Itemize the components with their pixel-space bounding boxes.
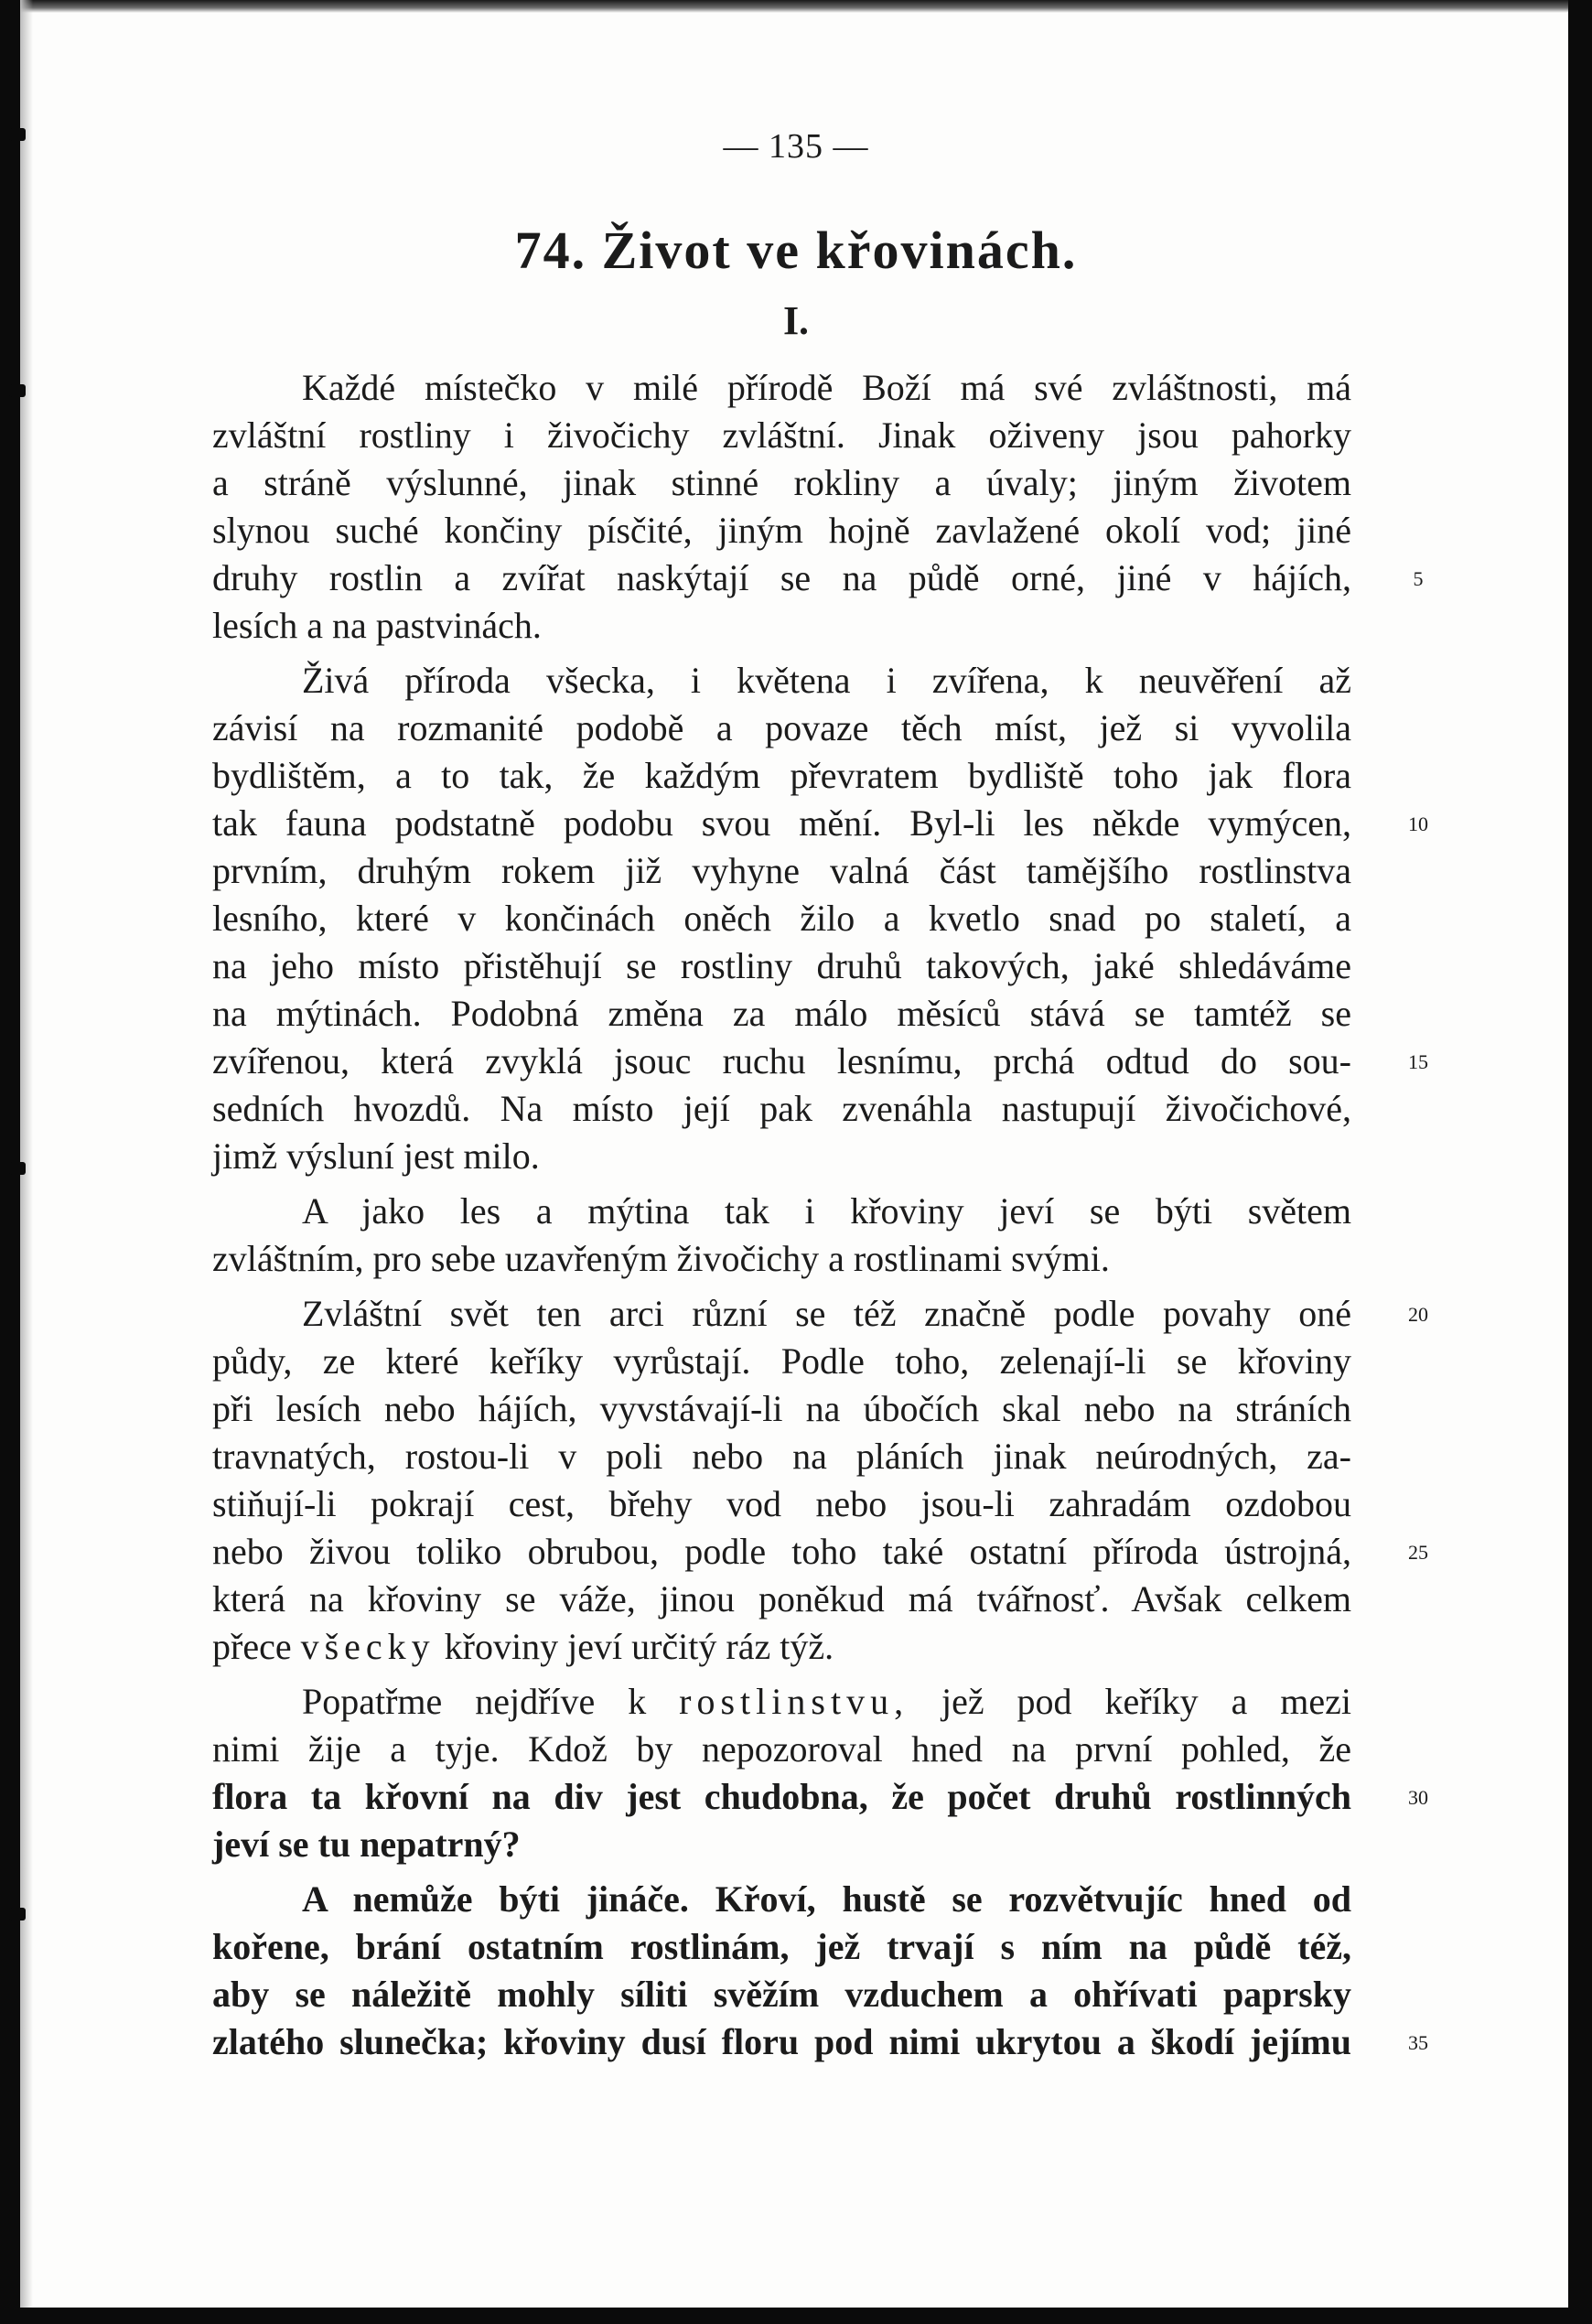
text-line: A nemůže býti jináče. Křoví, hustě se rozvětvujíc hned od: [302, 1878, 1351, 1920]
text-line: travnatých, rostou-li v poli nebo na pláních jinak neúrodných, za-: [212, 1436, 1351, 1477]
text-line: slynou suché končiny písčité, jiným hojně zavlažené okolí vod; jiné: [212, 510, 1351, 551]
text-line: druhy rostlin a zvířat naskýtají se na půdě orné, jiné v hájích,: [212, 557, 1351, 598]
emphasized-word: rostlinstvu,: [679, 1681, 909, 1722]
emphasized-word: všecky: [300, 1626, 436, 1667]
text-line: a stráně výslunné, jinak stinné rokliny a úvaly; jiným životem: [212, 462, 1351, 503]
text-line: prvním, druhým rokem již vyhyne valná část tamějšího rostlinstva: [212, 850, 1351, 891]
text-line: která na křoviny se váže, jinou poněkud má tvářnosť. Avšak celkem: [212, 1578, 1351, 1619]
margin-line-number: 5: [1413, 567, 1424, 590]
text-run: přece: [212, 1626, 292, 1667]
chapter-title: 74. Život ve křovinách.: [514, 221, 1078, 280]
text-line: kořene, brání ostatním rostlinám, jež trvají s ním na půdě též,: [212, 1926, 1351, 1967]
text-line: jimž výsluní jest milo.: [212, 1135, 540, 1177]
text-line: stiňují-li pokrají cest, břehy vod nebo jsou-li zahradám ozdobou: [212, 1483, 1351, 1524]
text-line: Živá příroda všecka, i květena i zvířena, k neuvěření až: [302, 660, 1351, 701]
text-line: lesního, které v končinách oněch žilo a kvetlo snad po staletí, a: [212, 898, 1351, 939]
margin-line-number: 35: [1408, 2031, 1428, 2054]
text-line: půdy, ze které keříky vyrůstají. Podle toho, zelenají-li se křoviny: [212, 1340, 1351, 1382]
text-line: zvláštním, pro sebe uzavřeným živočichy a rostlinami svými.: [212, 1238, 1110, 1279]
text-line: aby se náležitě mohly síliti svěžím vzduchem a ohřívati paprsky: [212, 1974, 1351, 2015]
text-line: nebo živou toliko obrubou, podle toho také ostatní příroda ústrojná,: [212, 1531, 1351, 1572]
text-line: nimi žije a tyje. Kdož by nepozoroval hned na první pohled, že: [212, 1728, 1351, 1770]
text-line: sedních hvozdů. Na místo její pak zvenáhla nastupují živočichové,: [212, 1088, 1351, 1129]
margin-line-number: 20: [1408, 1303, 1428, 1326]
text-line: závisí na rozmanité podobě a povaze těch míst, jež si vyvolila: [212, 707, 1351, 748]
text-line: bydlištěm, a to tak, že každým převratem bydliště toho jak flora: [212, 755, 1351, 796]
page-number: — 135 —: [723, 127, 869, 166]
text-run: křoviny jeví určitý ráz týž.: [444, 1626, 834, 1667]
text-run: jež pod keříky a mezi: [941, 1681, 1352, 1722]
text-line: flora ta křovní na div jest chudobna, že počet druhů rostlinných: [212, 1776, 1351, 1817]
text-line: [302, 1678, 1351, 1726]
text-line: A jako les a mýtina tak i křoviny jeví se býti světem: [302, 1190, 1351, 1232]
margin-line-number: 10: [1408, 812, 1428, 835]
text-line: zvláštní rostliny i živočichy zvláštní. Jinak oživeny jsou pahorky: [212, 414, 1351, 456]
text-line: zlatého slunečka; křoviny dusí floru pod nimi ukrytou a škodí jejímu: [212, 2021, 1351, 2062]
margin-line-number: 30: [1408, 1786, 1428, 1809]
text-line: Zvláštní svět ten arci různí se též značně podle povahy oné: [302, 1293, 1351, 1334]
text-line: na mýtinách. Podobná změna za málo měsíců stává se tamtéž se: [212, 993, 1351, 1034]
text-run: Popatřme nejdříve k: [302, 1681, 647, 1722]
text-line: tak fauna podstatně podobu svou mění. Byl-li les někde vymýcen,: [212, 802, 1351, 844]
text-line: na jeho místo přistěhují se rostliny druhů takových, jaké shledáváme: [212, 945, 1351, 986]
text-line: [212, 1623, 1351, 1671]
text-line: jeví se tu nepatrný?: [212, 1824, 521, 1865]
text-line: zvířenou, která zvyklá jsouc ruchu lesnímu, prchá odtud do sou-: [212, 1040, 1351, 1081]
text-line: při lesích nebo hájích, vyvstávají-li na úbočích skal nebo na stráních: [212, 1388, 1351, 1429]
text-line: lesích a na pastvinách.: [212, 605, 542, 646]
text-line: Každé místečko v milé přírodě Boží má své zvláštnosti, má: [302, 367, 1351, 408]
section-numeral: I.: [782, 298, 810, 343]
margin-line-number: 15: [1408, 1050, 1428, 1073]
margin-line-number: 25: [1408, 1541, 1428, 1564]
